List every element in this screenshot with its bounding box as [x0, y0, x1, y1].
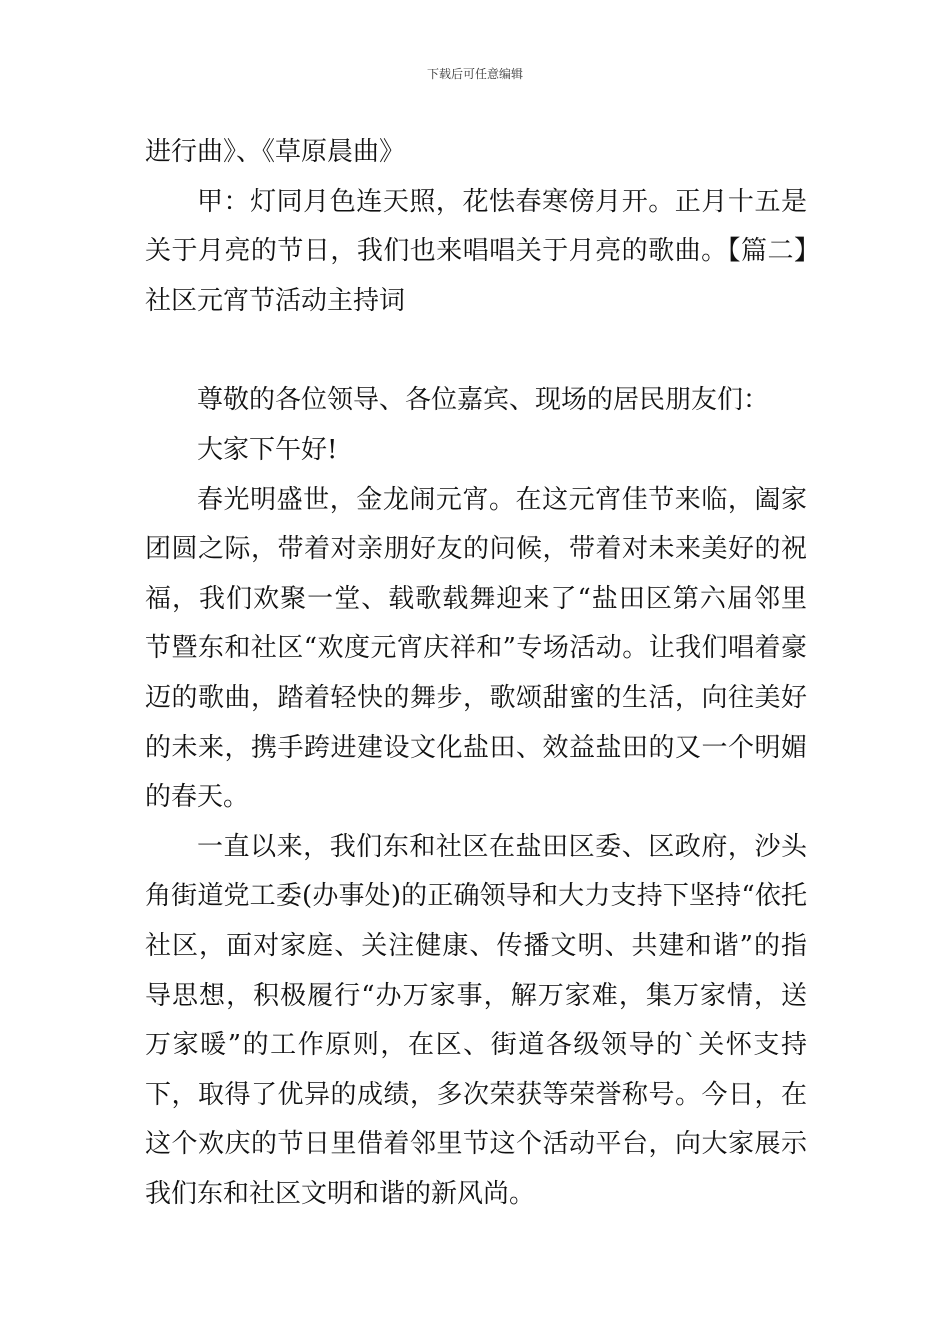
paragraph-greeting: 尊敬的各位领导、各位嘉宾、现场的居民朋友们：: [197, 385, 770, 416]
paragraph-good-afternoon: 大家下午好!: [197, 434, 338, 465]
paragraph-spring: 春光明盛世，金龙闹元宵。在这元宵佳节来临，阖家团圆之际，带着对亲朋好友的问候，带着对未来美好的祝福，我们欢聚一堂、载歌载舞迎来了“盐田区第六届邻里节暨东和社区“欢度元宵庆祥和”专场活动。让我们唱着豪迈的歌曲，踏着轻快的舞步，歌颂甜蜜的生活，向往美好的未来，携手跨进建设文化盐田、效益盐田的又一个明媚的春天。: [145, 484, 807, 813]
section-gap: [145, 326, 807, 376]
paragraph-jia: 甲：灯同月色连天照，花怯春寒傍月开。正月十五是关于月亮的节日，我们也来唱唱关于月亮的歌曲。【篇二】社区元宵节活动主持词: [145, 186, 807, 316]
paragraph-community: 一直以来，我们东和社区在盐田区委、区政府，沙头角街道党工委(办事处)的正确领导和大力支持下坚持“依托社区，面对家庭、关注健康、传播文明、共建和谐”的指导思想，积极履行“办万家事，解万家难，集万家情，送万家暖”的工作原则，在区、街道各级领导的`关怀支持下，取得了优异的成绩，多次荣获等荣誉称号。今日，在这个欢庆的节日里借着邻里节这个活动平台，向大家展示我们东和社区文明和谐的新风尚。: [145, 831, 807, 1209]
paragraph-continuation: 进行曲》、《草原晨曲》: [145, 137, 406, 167]
document-body: [145, 128, 807, 1219]
page-header: 下载后可任意编辑: [426, 67, 523, 81]
